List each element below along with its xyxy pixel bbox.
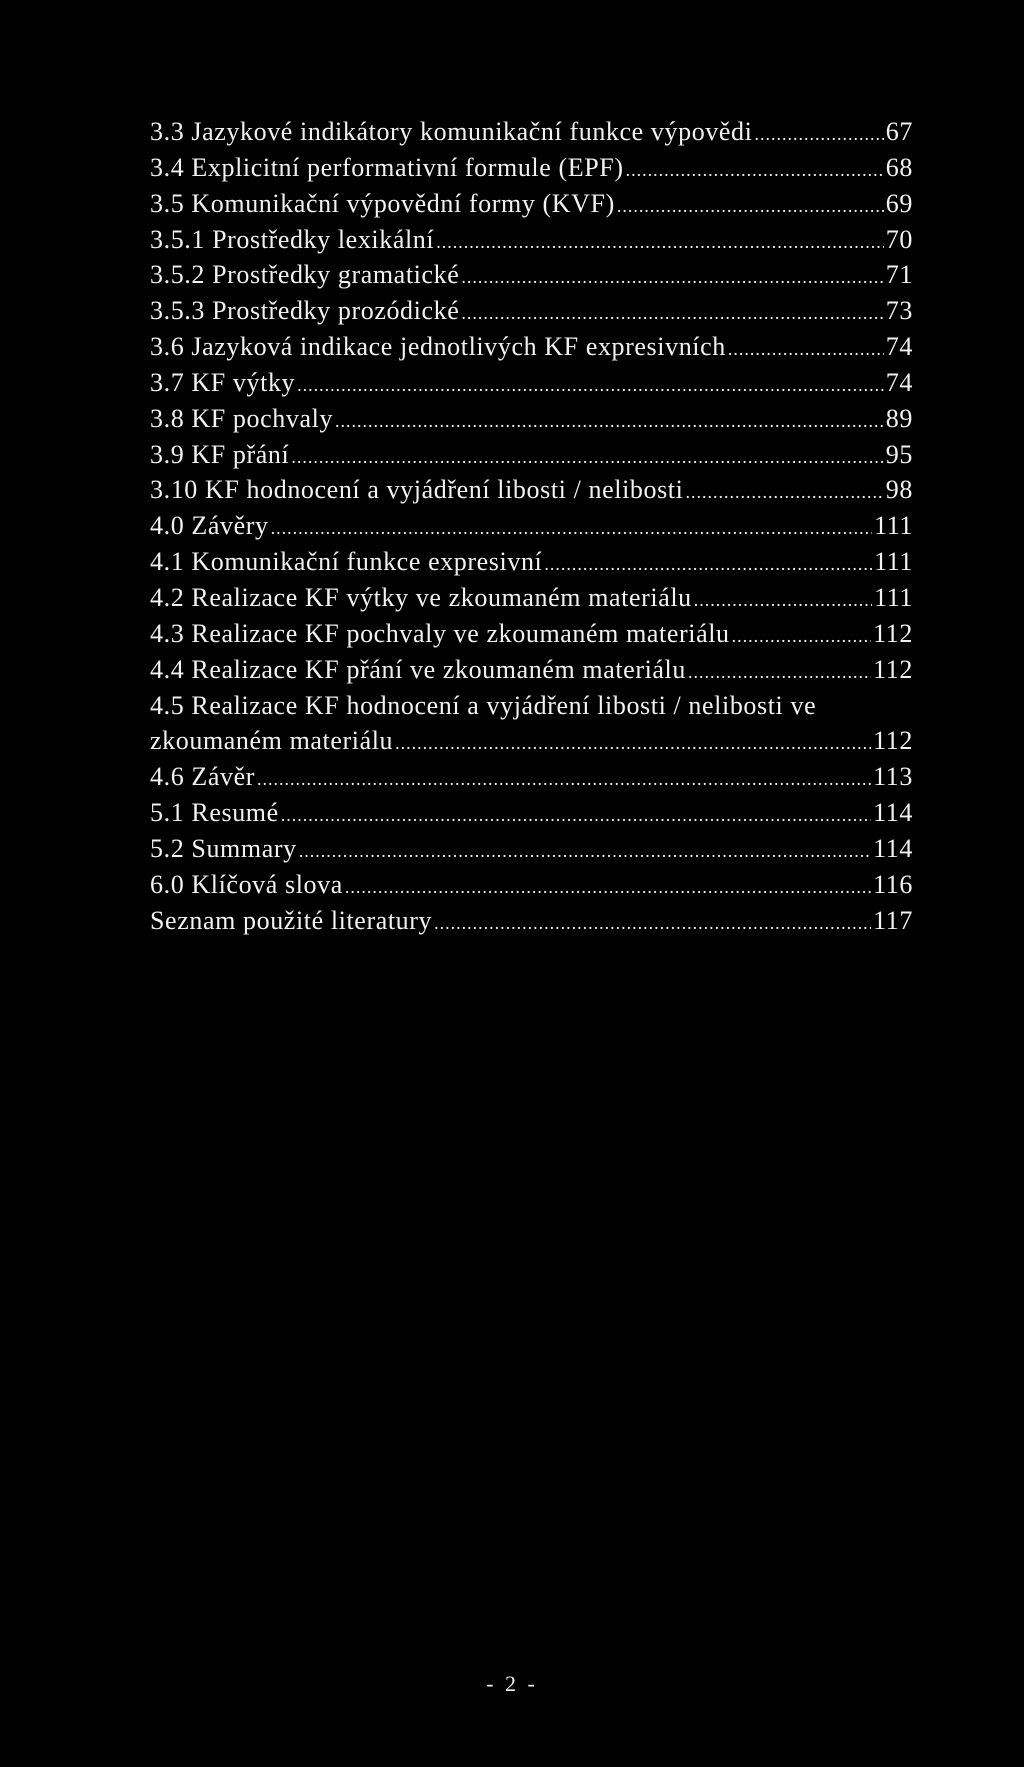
toc-entry-title: 4.4 Realizace KF přání ve zkoumaném materiálu xyxy=(150,654,686,684)
dot-leader xyxy=(345,870,871,906)
toc-entry xyxy=(150,186,913,222)
toc-entry xyxy=(150,222,913,258)
toc-entry-page: 111 xyxy=(874,511,913,541)
toc-entry-title: Seznam použité literatury xyxy=(150,905,433,935)
dot-leader xyxy=(544,547,872,583)
toc-entry-page: 67 xyxy=(885,117,913,146)
toc-entry xyxy=(150,795,913,831)
toc-entry xyxy=(150,867,913,903)
toc-entry-title: 3.5.3 Prostředky prozódické xyxy=(150,296,460,326)
toc-entry-page: 69 xyxy=(885,188,913,218)
toc-entry-title: 5.1 Resumé xyxy=(150,798,279,828)
dot-leader xyxy=(732,619,872,655)
dot-leader xyxy=(299,834,871,870)
toc-entry xyxy=(150,365,913,401)
toc-entry-title: 4.2 Realizace KF výtky ve zkoumaném materiálu xyxy=(150,582,692,612)
dot-leader xyxy=(297,368,884,404)
dot-leader xyxy=(694,583,872,619)
toc-entry-title: 3.5.2 Prostředky gramatické xyxy=(150,260,460,290)
toc-entry xyxy=(150,723,913,759)
toc-entry-page: 113 xyxy=(873,762,913,792)
toc-entry-page: 111 xyxy=(874,547,913,577)
toc-entry-title: 3.6 Jazyková indikace jednotlivých KF expresivních xyxy=(150,332,726,362)
dot-leader xyxy=(754,117,883,153)
toc-entry-page: 111 xyxy=(874,582,913,612)
toc-entry-page: 117 xyxy=(873,905,913,935)
toc-entry xyxy=(150,437,913,473)
toc-entry-title: 5.2 Summary xyxy=(150,833,297,863)
toc-entry xyxy=(150,114,913,150)
dot-leader xyxy=(335,404,884,440)
toc-entry-page: 73 xyxy=(885,296,913,326)
toc-entry-page: 70 xyxy=(885,224,913,254)
toc-entry-title-wrapped: 4.5 Realizace KF hodnocení a vyjádření libosti / nelibosti ve xyxy=(150,690,817,720)
toc-entry xyxy=(150,831,913,867)
toc-entry-page: 112 xyxy=(873,654,913,684)
dot-leader xyxy=(461,296,883,332)
toc-entry-title: 3.9 KF přání xyxy=(150,439,290,469)
dot-leader xyxy=(281,798,871,834)
table-of-contents xyxy=(150,114,913,938)
toc-entry-page: 114 xyxy=(873,833,913,863)
dot-leader xyxy=(436,225,884,261)
toc-entry-title: 6.0 Klíčová slova xyxy=(150,869,343,899)
toc-entry xyxy=(150,580,913,616)
page-number: - 2 - xyxy=(486,1671,538,1696)
toc-entry-title: 3.5.1 Prostředky lexikální xyxy=(150,224,435,254)
toc-entry xyxy=(150,652,913,688)
toc-entry xyxy=(150,472,913,508)
dot-leader xyxy=(685,475,883,511)
toc-entry xyxy=(150,903,913,939)
dot-leader xyxy=(291,440,883,476)
toc-entry xyxy=(150,401,913,437)
toc-entry xyxy=(150,616,913,652)
dot-leader xyxy=(271,511,873,547)
toc-entry-page: 68 xyxy=(885,152,913,182)
toc-entry-title: 3.7 KF výtky xyxy=(150,367,296,397)
dot-leader xyxy=(688,655,871,691)
toc-entry-page: 89 xyxy=(885,403,913,433)
toc-entry-page: 112 xyxy=(873,618,913,648)
toc-entry xyxy=(150,329,913,365)
dot-leader xyxy=(257,762,871,798)
toc-entry xyxy=(150,544,913,580)
toc-entry-page: 112 xyxy=(873,726,913,756)
dot-leader xyxy=(728,332,884,368)
toc-entry-title: 3.10 KF hodnocení a vyjádření libosti / nelibosti xyxy=(150,475,684,505)
toc-entry-page: 95 xyxy=(885,439,913,469)
toc-entry-title: 3.3 Jazykové indikátory komunikační funkce výpovědi xyxy=(150,117,753,146)
toc-entry-page: 98 xyxy=(885,475,913,505)
toc-entry-title: 4.0 Závěry xyxy=(150,511,269,541)
toc-entry-title: 3.4 Explicitní performativní formule (EPF) xyxy=(150,152,624,182)
dot-leader xyxy=(395,726,871,762)
toc-entry-title: zkoumaném materiálu xyxy=(150,726,394,756)
toc-entry xyxy=(150,759,913,795)
toc-entry-title: 4.3 Realizace KF pochvaly ve zkoumaném materiálu xyxy=(150,618,730,648)
dot-leader xyxy=(434,906,871,942)
toc-entry-title: 3.8 KF pochvaly xyxy=(150,403,334,433)
toc-entry-title: 4.6 Závěr xyxy=(150,762,256,792)
toc-entry-page: 71 xyxy=(885,260,913,290)
dot-leader xyxy=(626,153,884,189)
toc-entry-page: 116 xyxy=(873,869,913,899)
toc-entry-page: 74 xyxy=(885,367,913,397)
toc-entry xyxy=(150,293,913,329)
toc-entry-page: 74 xyxy=(885,332,913,362)
toc-entry xyxy=(150,150,913,186)
toc-entry-title: 3.5 Komunikační výpovědní formy (KVF) xyxy=(150,188,615,218)
toc-entry-title: 4.1 Komunikační funkce expresivní xyxy=(150,547,543,577)
dot-leader xyxy=(617,189,884,225)
dot-leader xyxy=(461,260,883,296)
toc-entry xyxy=(150,257,913,293)
toc-entry xyxy=(150,508,913,544)
toc-entry-page: 114 xyxy=(873,798,913,828)
